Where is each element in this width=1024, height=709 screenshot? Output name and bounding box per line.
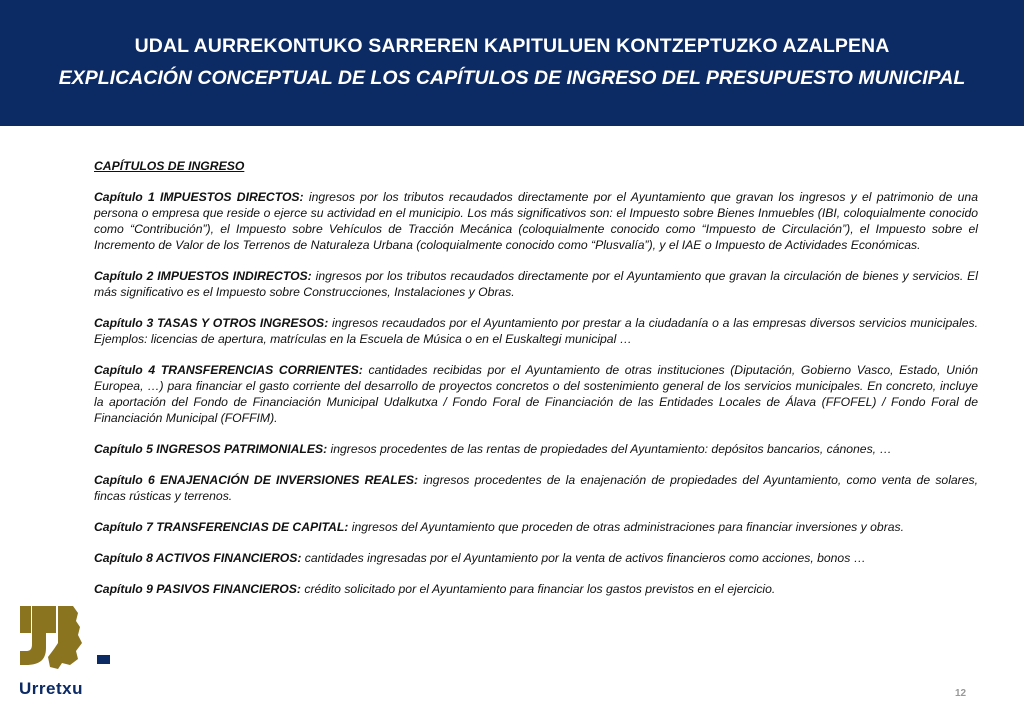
chapters-content xyxy=(94,158,978,612)
chapter-title: Capítulo 9 PASIVOS FINANCIEROS: xyxy=(94,582,301,596)
chapter-3 xyxy=(94,315,978,347)
chapter-6 xyxy=(94,472,978,504)
section-title: CAPÍTULOS DE INGRESO xyxy=(94,159,245,173)
chapter-title: Capítulo 2 IMPUESTOS INDIRECTOS: xyxy=(94,269,312,283)
chapter-text: crédito solicitado por el Ayuntamiento para financiar los gastos previstos en el ejercicio. xyxy=(300,582,776,596)
chapter-title: Capítulo 4 TRANSFERENCIAS CORRIENTES: xyxy=(94,363,363,377)
chapter-text: cantidades ingresadas por el Ayuntamiento por la venta de activos financieros como acciones, bonos … xyxy=(301,551,866,565)
chapter-text: ingresos recaudados por el Ayuntamiento por prestar a la ciudadanía o a las empresas diversos servicios municipales. Ejemplos: licencias de apertura, matrículas en la Escuela de Música o en el Euskaltegi municipal … xyxy=(94,316,978,346)
chapter-title: Capítulo 7 TRANSFERENCIAS DE CAPITAL: xyxy=(94,520,349,534)
chapter-text: ingresos procedentes de la enajenación de propiedades del Ayuntamiento, como venta de solares, fincas rústicas y terrenos. xyxy=(94,473,978,503)
page-number: 12 xyxy=(955,688,967,699)
chapter-text: ingresos del Ayuntamiento que proceden de otras administraciones para financiar inversiones y obras. xyxy=(348,520,905,534)
chapter-title: Capítulo 5 INGRESOS PATRIMONIALES: xyxy=(94,442,328,456)
chapter-7 xyxy=(94,519,978,535)
chapter-1 xyxy=(94,189,978,253)
chapter-8 xyxy=(94,550,978,566)
title-banner xyxy=(0,0,1024,126)
title-spanish: EXPLICACIÓN CONCEPTUAL DE LOS CAPÍTULOS DE INGRESO DEL PRESUPUESTO MUNICIPAL xyxy=(58,67,966,89)
chapter-title: Capítulo 3 TASAS Y OTROS INGRESOS: xyxy=(94,316,329,330)
chapter-2 xyxy=(94,268,978,300)
chapter-title: Capítulo 8 ACTIVOS FINANCIEROS: xyxy=(94,551,302,565)
chapter-5 xyxy=(94,441,978,457)
title-basque: UDAL AURREKONTUKO SARREREN KAPITULUEN KONTZEPTUZKO AZALPENA xyxy=(134,35,890,57)
chapter-title: Capítulo 1 IMPUESTOS DIRECTOS: xyxy=(94,190,304,204)
chapter-text: cantidades recibidas por el Ayuntamiento de otras instituciones (Diputación, Gobierno Vasco, Estado, Unión Europea, …) para financiar el gasto corriente del desarrollo de proyectos concretos o del sostenimiento general de los servicios municipales. En concreto, incluye la aportación del Fondo de Financiación Municipal Udalkutxa / Fondo Foral de Financiación de las Entidades Locales de Álava (FFOFEL) / Fondo Foral de Financiación Municipal (FOFFIM). xyxy=(94,363,979,425)
logo-dot xyxy=(97,655,110,664)
chapter-9 xyxy=(94,581,978,597)
logo-text: Urretxu xyxy=(19,679,83,698)
chapter-text: ingresos por los tributos recaudados directamente por el Ayuntamiento que gravan la circulación de bienes y servicios. El más significativo es el Impuesto sobre Construcciones, Instalaciones y Obras. xyxy=(94,269,978,299)
chapter-4 xyxy=(94,362,978,426)
chapter-title: Capítulo 6 ENAJENACIÓN DE INVERSIONES REALES: xyxy=(94,473,419,487)
chapter-text: ingresos procedentes de las rentas de propiedades del Ayuntamiento: depósitos bancarios, cánones, … xyxy=(327,442,892,456)
chapter-text: ingresos por los tributos recaudados directamente por el Ayuntamiento que gravan los ingresos y el patrimonio de una persona o empresa que reside o ejerce su actividad en el municipio. Los más significativos son: el Impuesto sobre Bienes Inmuebles (IBI, coloquialmente conocido como “Contribución”), el Impuesto sobre Vehículos de Tracción Mecánica (coloquialmente conocido como “Impuesto de Circulación”), el Impuesto sobre el Incremento de Valor de los Terrenos de Naturaleza Urbana (coloquialmente conocido como “Plusvalía”), y el IAE o Impuesto de Actividades Económicas. xyxy=(94,190,978,252)
